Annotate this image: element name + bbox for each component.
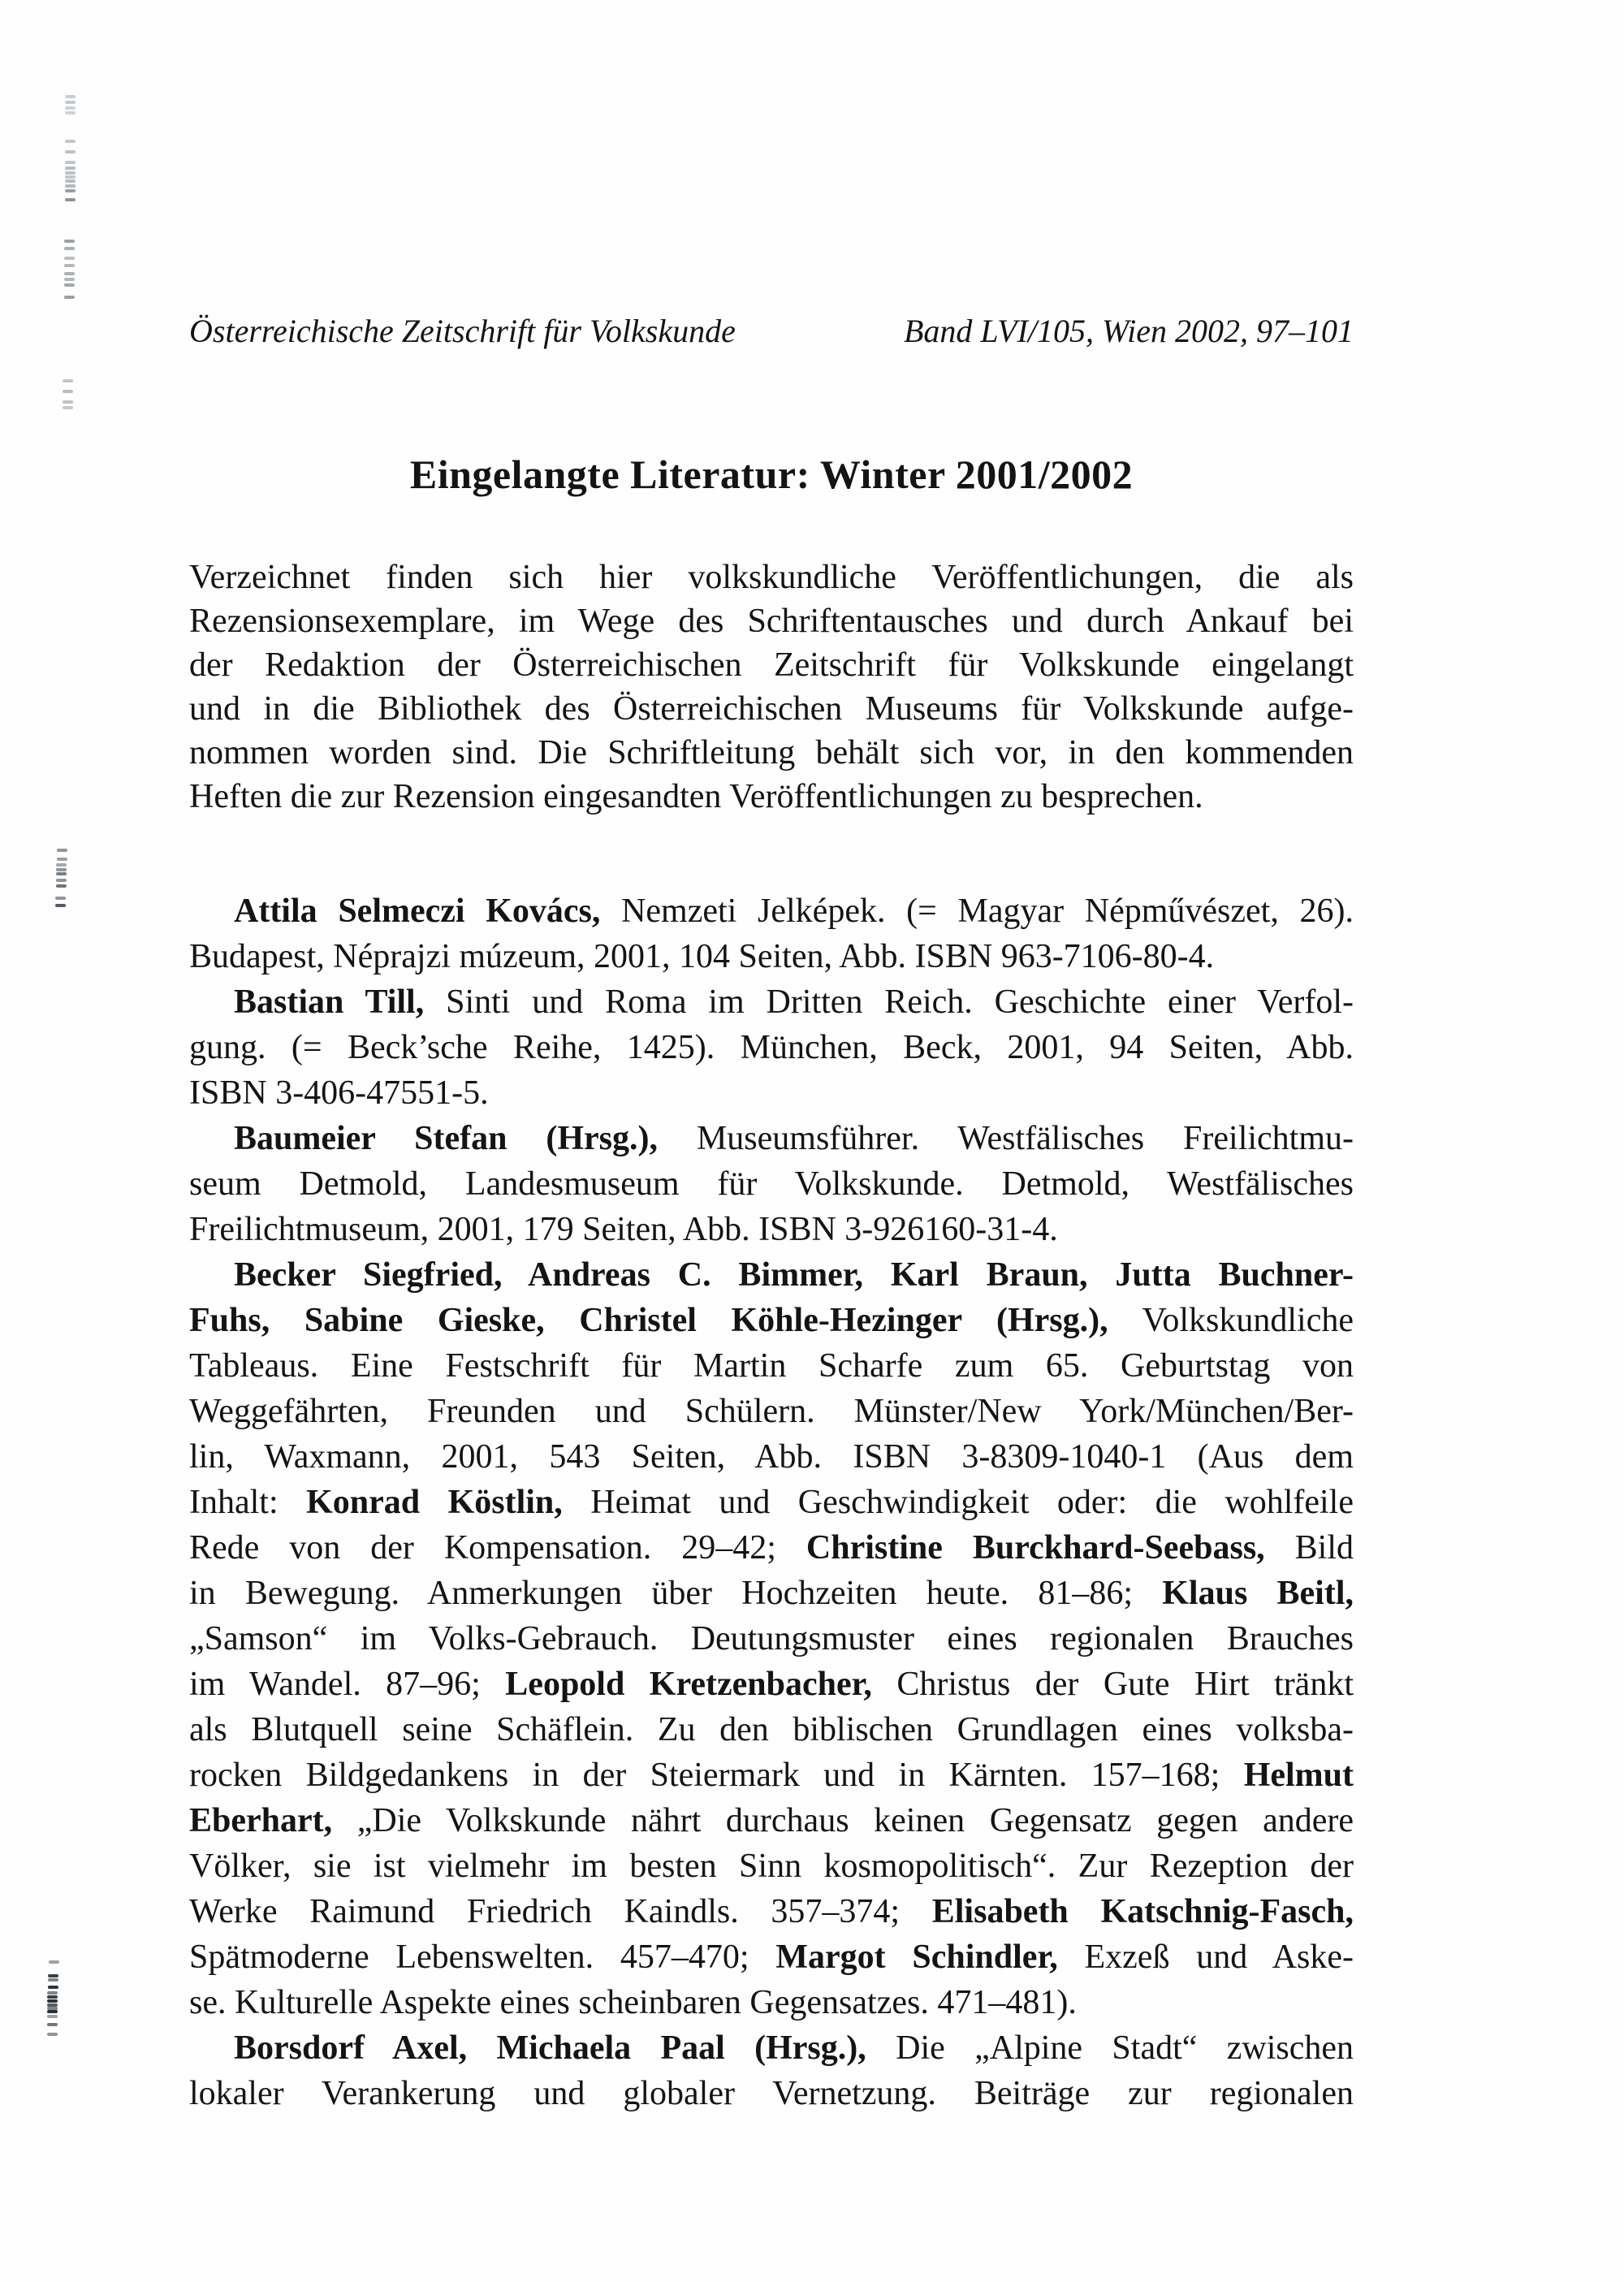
entry-text: und in die Bibliothek des Österreichischen Museums für Volkskunde aufge- — [189, 690, 1354, 728]
article-title: Eingelangte Literatur: Winter 2001/2002 — [409, 452, 1134, 497]
text-line — [189, 1753, 1354, 1798]
author-name-bold: Elisabeth Katschnig-Fasch, — [931, 1893, 1354, 1930]
entry-text: Rezensionsexemplare, im Wege des Schriftentausches und durch Ankauf bei — [189, 603, 1354, 640]
scan-artifact-dash — [64, 264, 75, 267]
bibliography-list — [189, 888, 1354, 2116]
text-line — [189, 1616, 1354, 1662]
entry-text: Museumsführer. Westfälisches Freilichtmu- — [658, 1120, 1354, 1157]
entry-text: Christus der Gute Hirt tränkt — [871, 1666, 1354, 1703]
entry-text: Inhalt: — [189, 1484, 307, 1521]
scan-artifact-dash — [65, 95, 76, 98]
entry-text: Heimat und Geschwindigkeit oder: die wohlfeile — [562, 1484, 1354, 1521]
scan-artifact-dash — [48, 1974, 58, 1977]
scan-artifact-dash — [64, 296, 75, 299]
text-line — [189, 1116, 1354, 1161]
text-line — [189, 1662, 1354, 1707]
text-line — [189, 1025, 1354, 1070]
author-name-bold: Baumeier Stefan (Hrsg.), — [234, 1120, 659, 1157]
bibliography-entry — [189, 979, 1354, 1116]
scan-artifact-dash — [65, 140, 76, 143]
text-line — [189, 2071, 1354, 2116]
entry-text: in Bewegung. Anmerkungen über Hochzeiten heute. 81–86; — [189, 1575, 1163, 1612]
author-name-bold: Fuhs, Sabine Gieske, Christel Köhle-Hezinger (Hrsg.), — [189, 1302, 1108, 1339]
entry-text: Tableaus. Eine Festschrift für Martin Scharfe zum 65. Geburtstag von — [189, 1347, 1354, 1385]
text-line — [189, 1707, 1354, 1753]
text-line — [189, 1480, 1354, 1525]
scan-artifact-dash — [65, 189, 76, 192]
text-line — [189, 1343, 1354, 1389]
text-line — [189, 1434, 1354, 1480]
text-line — [189, 1252, 1354, 1298]
text-line — [189, 775, 1354, 819]
scan-artifact-dash — [57, 858, 67, 861]
entry-text: ISBN 3-406-47551-5. — [189, 1074, 489, 1112]
scan-artifact-dash — [47, 1991, 58, 1995]
entry-text: Freilichtmuseum, 2001, 179 Seiten, Abb. ISBN 3-926160-31-4. — [189, 1211, 1058, 1248]
text-line — [189, 1798, 1354, 1843]
text-line — [189, 731, 1354, 775]
text-line — [189, 1843, 1354, 1889]
text-line — [189, 1934, 1354, 1980]
scan-artifact-dash — [63, 379, 73, 382]
entry-text: Volkskundliche — [1108, 1302, 1354, 1339]
entry-text: „Die Volkskunde nährt durchaus keinen Gegensatz gegen andere — [332, 1802, 1354, 1839]
text-line — [189, 1980, 1354, 2025]
entry-text: Heften die zur Rezension eingesandten Veröffentlichungen zu besprechen. — [189, 778, 1203, 815]
text-line — [189, 1298, 1354, 1343]
text-line — [189, 1889, 1354, 1934]
scan-artifact-dash — [47, 2033, 58, 2036]
text-line — [189, 599, 1354, 643]
scan-artifact-dash — [65, 150, 76, 153]
scan-artifact-dash — [47, 2015, 58, 2018]
scan-artifact-dash — [64, 283, 75, 287]
entry-text: der Redaktion der Österreichischen Zeitschrift für Volkskunde eingelangt — [189, 646, 1354, 684]
entry-text: Bild — [1264, 1529, 1354, 1567]
author-name-bold: Borsdorf Axel, Michaela Paal (Hrsg.), — [234, 2029, 866, 2067]
author-name-bold: Christine Burckhard-Seebass, — [806, 1529, 1265, 1567]
scan-artifact-dash — [56, 872, 67, 875]
scan-artifact-dash — [65, 106, 76, 110]
entry-text: se. Kulturelle Aspekte eines scheinbaren Gegensatzes. 471–481). — [189, 1984, 1077, 2021]
entry-text: Verzeichnet finden sich hier volkskundliche Veröffentlichungen, die als — [189, 559, 1354, 596]
entry-text: Budapest, Néprajzi múzeum, 2001, 104 Seiten, Abb. ISBN 963-7106-80-4. — [189, 938, 1215, 975]
entry-text: Völker, sie ist vielmehr im besten Sinn kosmopolitisch“. Zur Rezeption der — [189, 1848, 1354, 1885]
scan-artifact-dash — [64, 247, 75, 250]
author-name-bold: Konrad Köstlin, — [306, 1484, 563, 1521]
scan-artifact-dash — [64, 240, 75, 243]
text-line — [189, 1389, 1354, 1434]
scan-artifact-dash — [47, 1995, 58, 1999]
scan-artifact-dash — [48, 1978, 58, 1982]
bibliography-entry — [189, 888, 1354, 979]
journal-name: Österreichische Zeitschrift für Volkskunde — [189, 313, 736, 349]
author-name-bold: Eberhart, — [189, 1802, 333, 1839]
scan-artifact-dash — [65, 184, 76, 188]
scan-artifact-dash — [64, 257, 75, 260]
bibliography-entry — [189, 1252, 1354, 2025]
intro-paragraph — [189, 555, 1354, 819]
entry-text: Sinti und Roma im Dritten Reich. Geschichte einer Verfol- — [424, 983, 1354, 1021]
text-line — [189, 2025, 1354, 2071]
scan-artifact-dash — [65, 161, 76, 164]
scan-artifact-dash — [56, 879, 67, 882]
scan-artifact-dash — [65, 179, 76, 183]
entry-text: seum Detmold, Landesmuseum für Volkskunde. Detmold, Westfälisches — [189, 1165, 1354, 1203]
entry-text: Rede von der Kompensation. 29–42; — [189, 1529, 806, 1567]
author-name-bold: Becker Siegfried, Andreas C. Bimmer, Karl Braun, Jutta Buchner- — [234, 1256, 1354, 1294]
entry-text: Spätmoderne Lebenswelten. 457–470; — [189, 1938, 776, 1976]
scan-artifact-dash — [48, 1986, 58, 1989]
text-line — [189, 1525, 1354, 1571]
entry-text: im Wandel. 87–96; — [189, 1666, 506, 1703]
entry-text: Exzeß und Aske- — [1057, 1938, 1354, 1976]
scan-artifact-dash — [64, 278, 75, 281]
scan-artifact-dash — [56, 863, 67, 867]
entry-text: als Blutquell seine Schäflein. Zu den biblischen Grundlagen eines volksba- — [189, 1711, 1354, 1748]
text-line — [189, 934, 1354, 979]
scan-artifact-dash — [56, 868, 67, 871]
text-line — [189, 1207, 1354, 1252]
text-line — [189, 1161, 1354, 1207]
author-name-bold: Leopold Kretzenbacher, — [505, 1666, 872, 1703]
entry-text: Weggefährten, Freunden und Schülern. Münster/New York/München/Ber- — [189, 1393, 1354, 1430]
scan-artifact-dash — [63, 406, 73, 409]
entry-text: „Samson“ im Volks-Gebrauch. Deutungsmuster eines regionalen Brauches — [189, 1620, 1354, 1657]
entry-text: gung. (= Beck’sche Reihe, 1425). München, Beck, 2001, 94 Seiten, Abb. — [189, 1029, 1354, 1066]
scan-artifact-dash — [47, 1999, 58, 2003]
scan-artifact-dash — [65, 111, 76, 115]
entry-text: lokaler Verankerung und globaler Vernetzung. Beiträge zur regionalen — [189, 2075, 1354, 2112]
scan-artifact-dash — [63, 390, 73, 393]
scan-artifact-dash — [56, 884, 67, 888]
scan-artifact-dash — [65, 101, 76, 104]
scan-artifact-dash — [65, 166, 76, 170]
scan-artifact-dash — [55, 897, 66, 900]
entry-text: Nemzeti Jelképek. (= Magyar Népművészet, 26). — [600, 892, 1354, 930]
text-line — [189, 1070, 1354, 1116]
text-line — [189, 555, 1354, 599]
author-name-bold: Helmut — [1243, 1757, 1354, 1794]
author-name-bold: Margot Schindler, — [775, 1938, 1058, 1976]
author-name-bold: Attila Selmeczi Kovács, — [234, 892, 601, 930]
text-line — [189, 687, 1354, 731]
entry-text: rocken Bildgedankens in der Steiermark und in Kärnten. 157–168; — [189, 1757, 1244, 1794]
text-line — [189, 979, 1354, 1025]
bibliography-entry — [189, 1116, 1354, 1252]
bibliography-entry — [189, 2025, 1354, 2116]
entry-text: Die „Alpine Stadt“ zwischen — [866, 2029, 1354, 2067]
scan-artifact-dash — [63, 400, 73, 404]
issue-info: Band LVI/105, Wien 2002, 97–101 — [903, 313, 1354, 349]
entry-text: nommen worden sind. Die Schriftleitung behält sich vor, in den kommenden — [189, 734, 1354, 771]
running-head — [189, 311, 1354, 352]
scan-artifact-dash — [65, 175, 76, 179]
scan-artifact-dash — [47, 2023, 58, 2026]
entry-text: lin, Waxmann, 2001, 543 Seiten, Abb. ISBN 3-8309-1040-1 (Aus dem — [189, 1438, 1354, 1476]
text-line — [189, 1571, 1354, 1616]
scan-artifact-dash — [64, 272, 75, 275]
entry-text: Werke Raimund Friedrich Kaindls. 357–374; — [189, 1893, 932, 1930]
text-line — [189, 643, 1354, 687]
scan-artifact-dash — [49, 1960, 59, 1964]
scan-artifact-dash — [65, 171, 76, 175]
scan-artifact-dash — [55, 904, 66, 907]
author-name-bold: Bastian Till, — [234, 983, 425, 1021]
scan-artifact-dash — [47, 2010, 58, 2013]
scan-artifact-dash — [65, 198, 76, 201]
author-name-bold: Klaus Beitl, — [1162, 1575, 1354, 1612]
text-line — [189, 888, 1354, 934]
scan-artifact-dash — [57, 849, 67, 852]
